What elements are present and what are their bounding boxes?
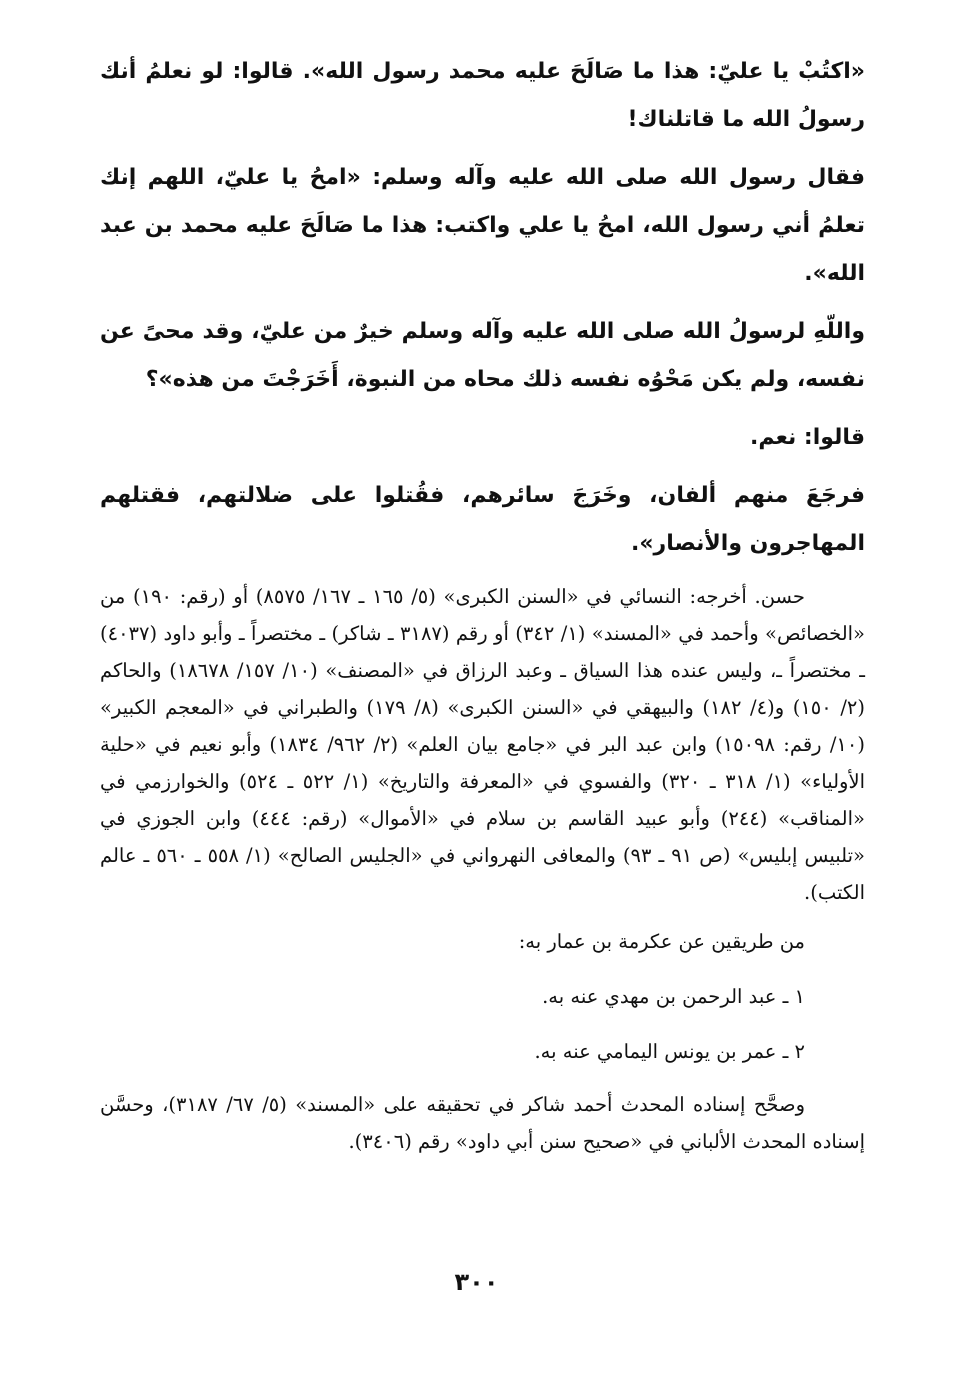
main-paragraph-2: فقال رسول الله صلى الله عليه وآله وسلم: «امحُ يا عليّ، اللهم إنك تعلمُ أني رسول الله، امحُ يا علي واكتب: هذا ما صَالَحَ عليه محمد بن عبد الله». [100, 165, 865, 286]
footnote-routes: من طريقين عن عكرمة بن عمار به: [518, 930, 805, 953]
footnote-takhrij: حسن. أخرجه: النسائي في «السنن الكبرى» (٥/ ١٦٥ ـ ١٦٧/ ٨٥٧٥) أو (رقم: ١٩٠) من «الخصائص» وأحمد في «المسند» (١/ ٣٤٢) أو رقم (٣١٨٧ ـ شاكر) ـ مختصراً ـ وأبو داود (٤٠٣٧) ـ مختصراً ـ، وليس عنده هذا السياق ـ وعبد الرزاق في «المصنف» (١٠/ ١٥٧/ ١٨٦٧٨) والحاكم (٢/ ١٥٠) و(٤/ ١٨٢) والبيهقي في «السنن الكبرى» (٨/ ١٧٩) والطبراني في «المعجم الكبير» (١٠/ رقم: ١٥٠٩٨) وابن عبد البر في «جامع بيان العلم» (٢/ ٩٦٢/ ١٨٣٤) وأبو نعيم في «حلية الأولياء» (١/ ٣١٨ ـ ٣٢٠) والفسوي في «المعرفة والتاريخ» (١/ ٥٢٢ ـ ٥٢٤) والخوارزمي في «المناقب» (٢٤٤) وأبو عبيد القاسم بن سلام في «الأموال» (رقم: ٤٤٤) وابن الجوزي في «تلبيس إبليس» (ص ٩١ ـ ٩٣) والمعافى النهرواني في «الجليس الصالح» (١/ ٥٥٨ ـ ٥٦٠ ـ عالم الكتب). [100, 585, 866, 904]
main-paragraph-4: قالوا: نعم. [749, 425, 865, 450]
page-body [100, 48, 865, 1160]
main-paragraph-3: واللّهِ لرسولُ الله صلى الله عليه وآله وسلم خيرٌ من عليّ، وقد محىً عن نفسه، ولم يكن مَحْوُه نفسه ذلك محاه من النبوة، أَخَرَجْتَ من هذه»؟ [100, 319, 865, 392]
footnote-route-2: ٢ ـ عمر بن يونس اليمامي عنه به. [534, 1040, 805, 1063]
page-number: ٣٠٠ [454, 1268, 499, 1296]
main-paragraph-1: «اكتُبْ يا عليّ: هذا ما صَالَحَ عليه محمد رسول الله». قالوا: لو نعلمُ أنك رسولُ الله ما قاتلناك! [100, 59, 865, 132]
footnote-route-1: ١ ـ عبد الرحمن بن مهدي عنه به. [542, 985, 805, 1008]
main-paragraph-5: فرجَعَ منهم ألفان، وخَرَجَ سائرهم، فقُتلوا على ضلالتهم، فقتلهم المهاجرون والأنصار». [100, 483, 865, 556]
footnote-grading: وصحَّح إسناده المحدث أحمد شاكر في تحقيقه على «المسند» (٥/ ٦٧/ ٣١٨٧)، وحسَّن إسناده المحدث الألباني في «صحيح سنن أبي داود» رقم (٣٤٠٦). [100, 1093, 865, 1153]
